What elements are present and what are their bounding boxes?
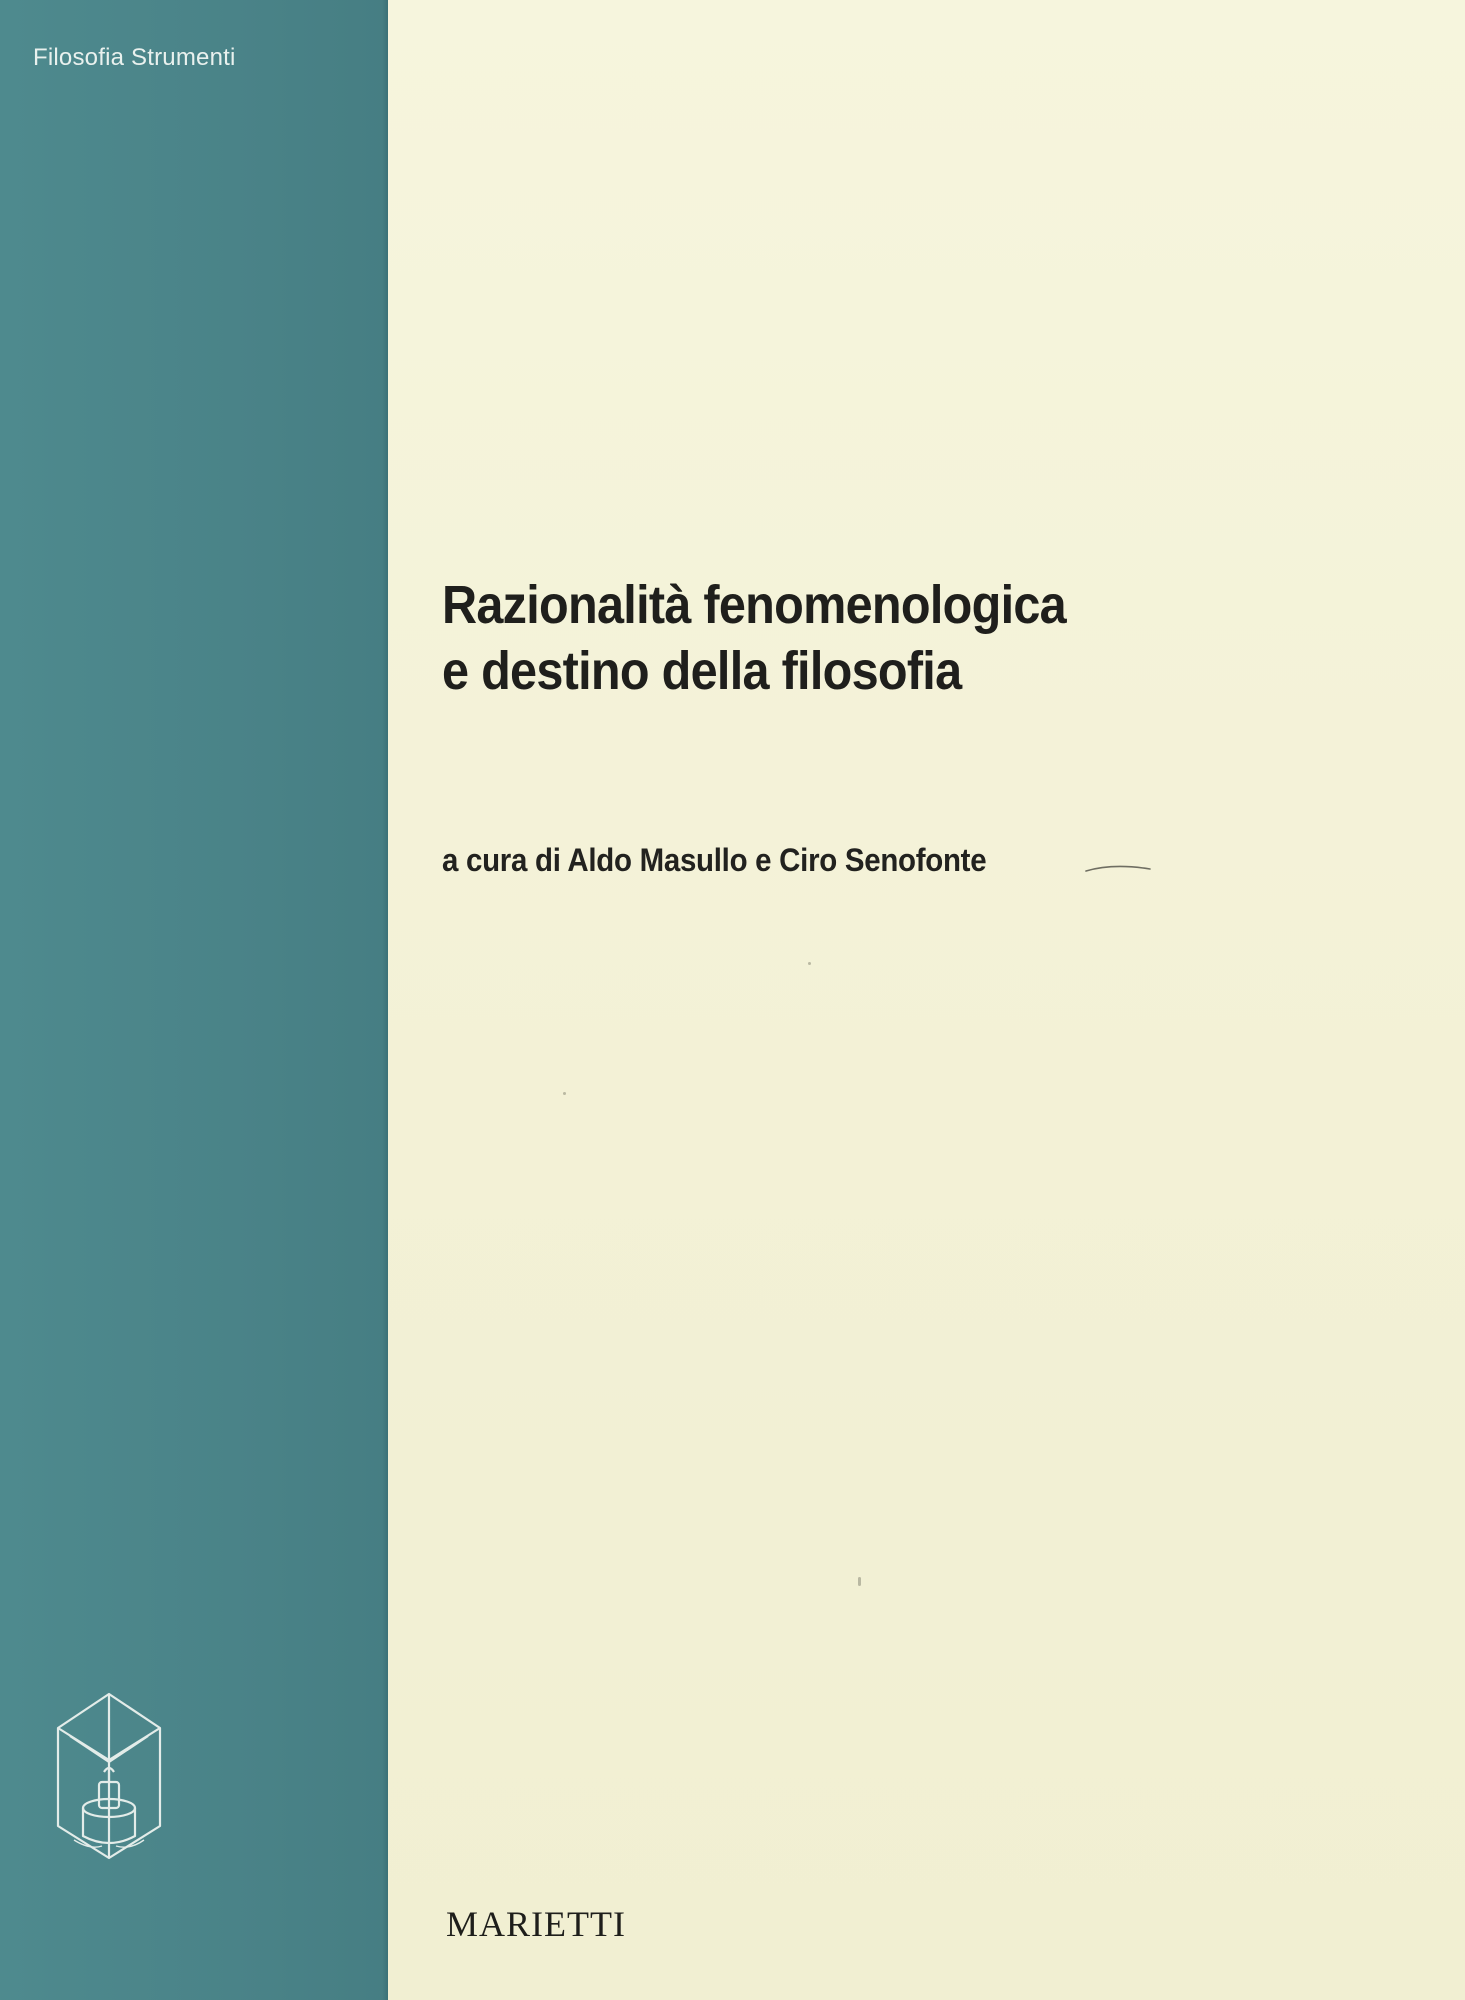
paper-speck — [858, 1577, 861, 1586]
band-edge-shadow — [382, 0, 388, 2000]
pencil-stroke-mark — [1085, 865, 1151, 873]
paper-speck — [808, 962, 811, 965]
series-name: Filosofia Strumenti — [33, 44, 236, 71]
book-title-line-1: Razionalità fenomenologica — [442, 575, 1066, 635]
editors-line: a cura di Aldo Masullo e Ciro Senofonte — [442, 842, 987, 878]
paper-speck — [563, 1092, 566, 1095]
book-title-line-2: e destino della filosofia — [442, 641, 962, 701]
book-title — [442, 572, 1216, 704]
prism-lamp-emblem-icon — [50, 1690, 168, 1862]
publisher-name: MARIETTI — [446, 1904, 626, 1944]
